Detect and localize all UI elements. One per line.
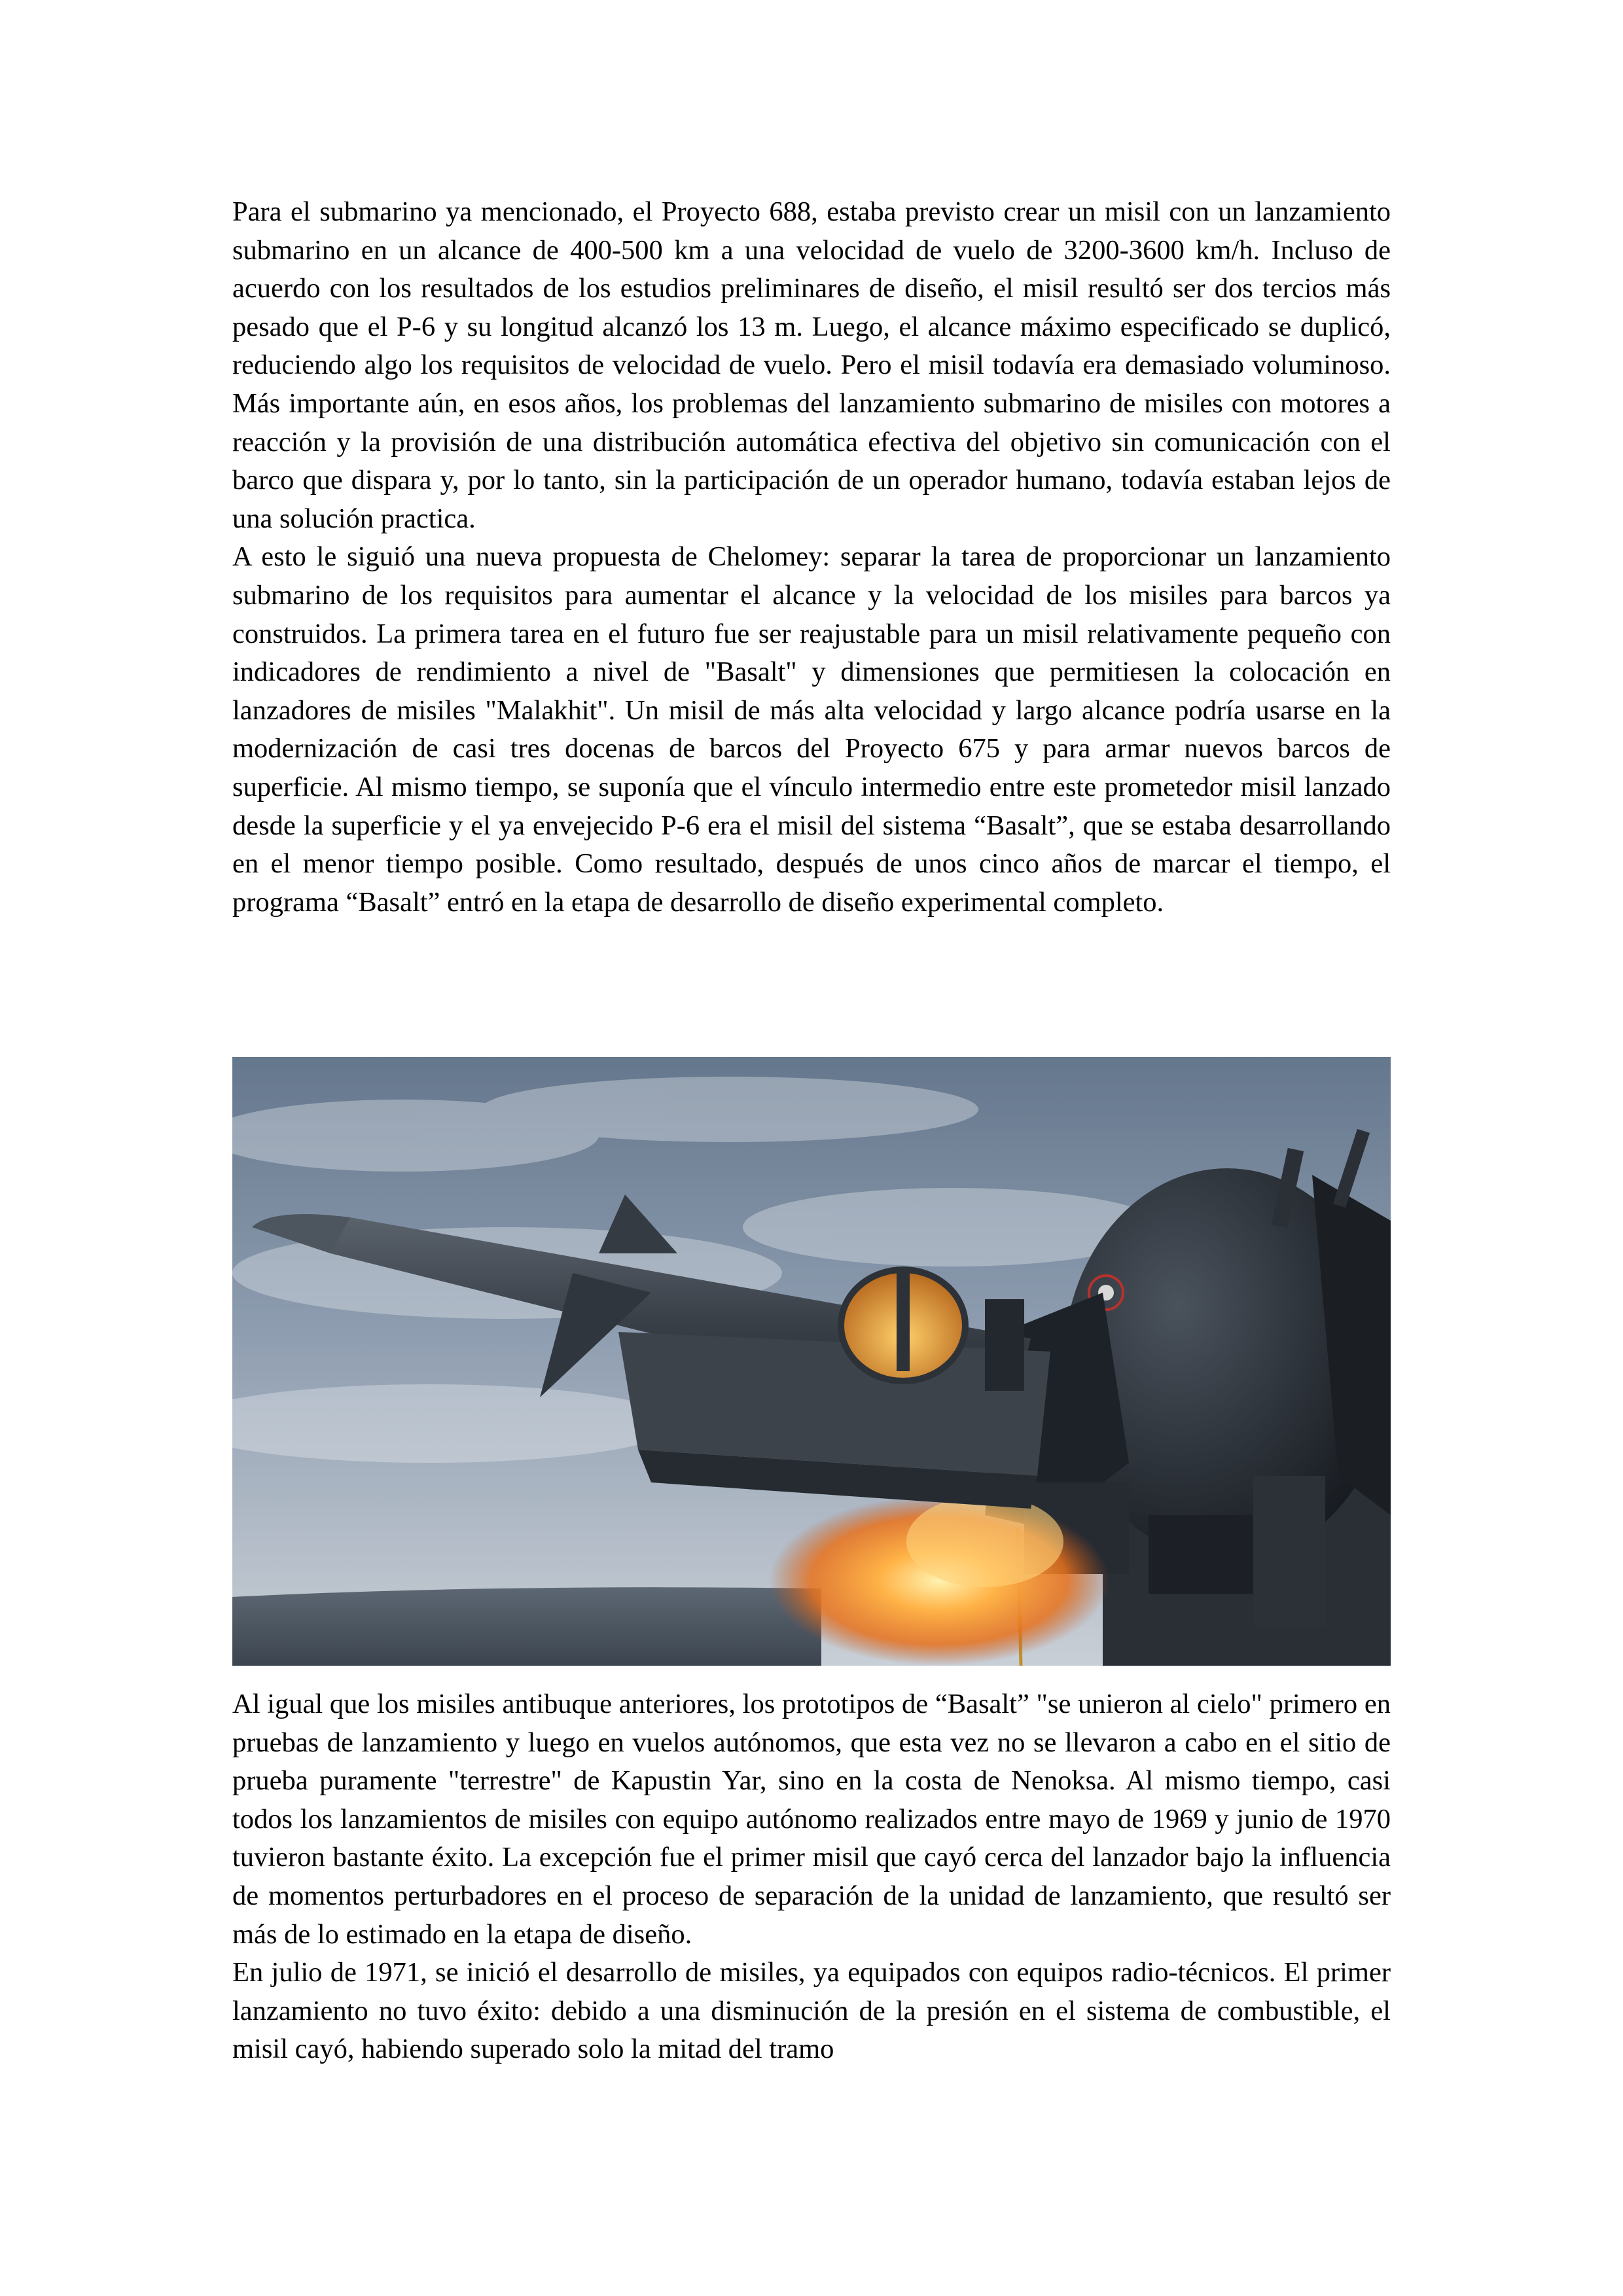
text-block-top xyxy=(232,193,1391,922)
paragraph: A esto le siguió una nueva propuesta de Chelomey: separar la tarea de proporcionar un lanzamiento submarino de los requisitos para aumentar el alcance y la velocidad de los misiles para barcos ya construidos. La primera tarea en el futuro fue ser reajustable para un misil relativamente pequeño con indicadores de rendimiento a nivel de "Basalt" y dimensiones que permitiesen la colocación en lanzadores de misiles "Malakhit". Un misil de más alta velocidad y largo alcance podría usarse en la modernización de casi tres docenas de barcos del Proyecto 675 y para armar nuevos barcos de superficie. Al mismo tiempo, se suponía que el vínculo intermedio entre este prometedor misil lanzado desde la superficie y el ya envejecido P-6 era el misil del sistema “Basalt”, que se estaba desarrollando en el menor tiempo posible. Como resultado, después de unos cinco años de marcar el tiempo, el programa “Basalt” entró en la etapa de desarrollo de diseño experimental completo. xyxy=(232,541,1391,918)
paragraph: Al igual que los misiles antibuque anteriores, los prototipos de “Basalt” "se unieron al cielo" primero en pruebas de lanzamiento y luego en vuelos autónomos, que esta vez no se llevaron a cabo en el sitio de prueba puramente "terrestre" de Kapustin Yar, sino en la costa de Nenoksa. Al mismo tiempo, casi todos los lanzamientos de misiles con equipo autónomo realizados entre mayo de 1969 y junio de 1970 tuvieron bastante éxito. La excepción fue el primer misil que cayó cerca del lanzador bajo la influencia de momentos perturbadores en el proceso de separación de la unidad de lanzamiento, que resultó ser más de lo estimado en la etapa de diseño. xyxy=(232,1689,1391,1950)
paragraph: Para el submarino ya mencionado, el Proyecto 688, estaba previsto crear un misil con un lanzamiento submarino en un alcance de 400-500 km a una velocidad de vuelo de 3200-3600 km/h. Incluso de acuerdo con los resultados de los estudios preliminares de diseño, el misil resultó ser dos tercios más pesado que el P-6 y su longitud alcanzó los 13 m. Luego, el alcance máximo especificado se duplicó, reduciendo algo los requisitos de velocidad de vuelo. Pero el misil todavía era demasiado voluminoso. Más importante aún, en esos años, los problemas del lanzamiento submarino de misiles con motores a reacción y la provisión de una distribución automática efectiva del objetivo sin comunicación con el barco que dispara y, por lo tanto, sin la participación de un operador humano, todavía estaban lejos de una solución practica. xyxy=(232,196,1391,534)
text-block-bottom xyxy=(232,1685,1391,2069)
photo-illustration xyxy=(232,1057,1391,1666)
sea xyxy=(232,1587,821,1666)
missile-launch-photo xyxy=(232,1057,1391,1666)
paragraph: En julio de 1971, se inició el desarrollo de misiles, ya equipados con equipos radio-técnicos. El primer lanzamiento no tuvo éxito: debido a una disminución de la presión en el sistema de combustible, el misil cayó, habiendo superado solo la mitad del tramo xyxy=(232,1957,1391,2065)
